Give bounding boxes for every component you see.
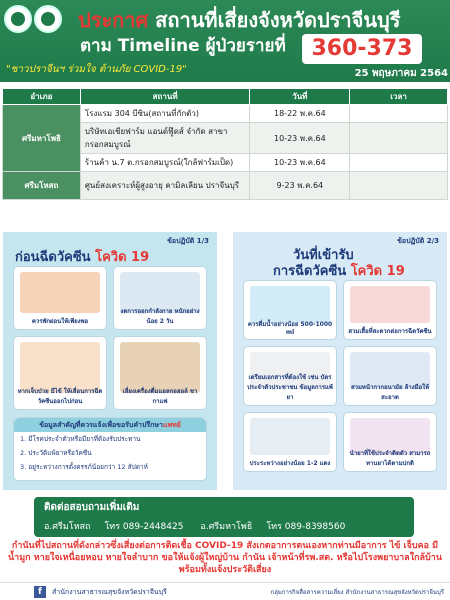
contact-label: อ.ศรีมหาโพธิ — [200, 522, 253, 532]
contact-phone: โทร 089-2448425 — [104, 522, 184, 532]
date-cell: 10-23 พ.ค.64 — [250, 123, 350, 154]
time-cell — [350, 172, 448, 200]
panel-title: ก่อนฉีดวัคซีน โควิด 19 — [15, 250, 150, 265]
tip-tile: ควรดื่มน้ำอย่างน้อย 500-1000 ml — [243, 280, 337, 340]
sleeping-person-icon — [20, 272, 100, 313]
header-banner — [0, 0, 450, 82]
list-item: 1. มีโรคประจำตัวหรือมียาที่ต้องรับประทาน — [20, 435, 141, 443]
contact-label: อ.ศรีมโหสถ — [44, 522, 91, 532]
date-cell: 18-22 พ.ค.64 — [250, 105, 350, 123]
tip-tile: นำยาที่ใช้ประจำติดตัว สามารถทานยาได้ตามปกติ — [343, 412, 437, 472]
tip-tile: เตรียมเอกสารที่ต้องใช้ เช่น บัตรประจำตัวประชาชน ข้อมูลการแพ้ยา — [243, 346, 337, 406]
table-row — [3, 105, 448, 123]
date-cell: 9-23 พ.ค.64 — [250, 172, 350, 200]
list-item: 2. ประวัติแพ้ยาหรือวัคซีน — [20, 449, 92, 457]
tip-tile: ควรพักผ่อนให้เพียงพอ — [13, 266, 107, 330]
date-cell: 10-23 พ.ค.64 — [250, 154, 350, 172]
tip-tile: หากเจ็บป่วย มีไข้ ให้เลื่อนการฉีดวัคซีนออกไปก่อน — [13, 336, 107, 410]
tip-tile: สวมเสื้อที่สะดวกต่อการฉีดวัคซีน — [343, 280, 437, 340]
table-header-row — [3, 89, 448, 105]
column-header: เวลา — [350, 89, 448, 105]
place-cell: บริษัทเอเชียฟาร์ม แอนด์ฟู๊ดส์ จำกัด สาขากรอกสมบูรณ์ — [80, 123, 250, 154]
district-cell: ศรีมหาโพธิ — [3, 105, 81, 172]
footer — [0, 582, 450, 600]
time-cell — [350, 105, 448, 123]
time-cell — [350, 123, 448, 154]
footer-org: สำนักงานสาธารณสุขจังหวัดปราจีนบุรี — [52, 588, 167, 596]
case-range-badge: 360-373 — [302, 34, 422, 64]
panel-title: วันที่เข้ารับ — [293, 248, 354, 263]
page-title: ประกาศ สถานที่เสี่ยงจังหวัดปราจีนบุรี — [78, 8, 401, 32]
footer-dept: กลุ่มการกิจสื่อสารความเสี่ยง สำนักงานสาธารณสุขจังหวัดปราจีนบุรี — [270, 589, 444, 596]
step-label: ข้อปฏิบัติ 2/3 — [397, 237, 439, 245]
tip-tile: เลี่ยงเครื่องดื่มแอลกอฮอล์ ชา กาแฟ — [113, 336, 207, 410]
contact-bar — [34, 497, 414, 537]
warning-text: กำนันที่ไปสถานที่ดังกล่าวซึ่งเสี่ยงต่อการติดเชื้อ COVID-19 สังเกตอาการตนเองหากท่านมีอาการ ไข้ เจ็บคอ มีน้ำมูก หายใจเหนื่อยหอบ หายใจลำบาก ขอให้แจ้งผู้ใหญ่บ้าน กำนัน เจ้าหน้าที่รพ.สต. หรือไปโรงพยาบาลใกล้บ้านพร้อมทั้งแจ้งประวัติเสี่ยง — [8, 541, 442, 575]
tip-tile: ประระหว่างอย่างน้อย 1-2 แดง — [243, 412, 337, 472]
place-cell: ร้านค้า น.7 ต.กรอกสมบูรณ์(ใกล้ฟาร์มเป็ด) — [80, 154, 250, 172]
ministry-health-logo-icon — [34, 5, 62, 33]
panel-title-2: การฉีดวัคซีน โควิด 19 — [273, 264, 405, 279]
time-cell — [350, 154, 448, 172]
doctor-info-box: ข้อมูลสำคัญที่ควรแจ้งเพื่อขอรับคำปรึกษาแพทย์ 1. มีโรคประจำตัวหรือมียาที่ต้องรับประทาน 2. ประวัติแพ้ยาหรือวัคซีน 3. อยู่ระหว่างการตั้งครรภ์น้อยกว่า 12 สัปดาห์ — [13, 417, 207, 481]
sleep-hours-icon — [250, 418, 330, 455]
column-header: อำเภอ — [3, 89, 81, 105]
contact-title: ติดต่อสอบถามเพิ่มเติม — [44, 502, 140, 513]
district-cell: ศรีมโหสถ — [3, 172, 81, 200]
contact-row — [44, 519, 359, 533]
step-label: ข้อปฏิบัติ 1/3 — [167, 237, 209, 245]
page-subtitle: ตาม Timeline ผู้ป่วยรายที่ — [80, 36, 286, 56]
vaccine-before-panel — [3, 222, 217, 490]
vaccine-day-panel — [233, 222, 447, 490]
risk-places-table — [2, 88, 448, 200]
announcement-date: 25 พฤษภาคม 2564 — [354, 68, 448, 79]
water-bottle-icon — [250, 286, 330, 323]
facebook-icon[interactable]: f — [34, 586, 46, 598]
list-item: 3. อยู่ระหว่างการตั้งครรภ์น้อยกว่า 12 สัปดาห์ — [20, 463, 148, 471]
shirt-icon — [350, 286, 430, 323]
provincial-seal-icon — [4, 5, 32, 33]
place-cell: ศูนย์สงเคราะห์ผู้สูงอายุ คามิลเลียน ปราจีนบุรี — [80, 172, 250, 200]
contact-section — [0, 494, 450, 540]
contact-phone: โทร 089-8398560 — [266, 522, 346, 532]
table-row — [3, 172, 448, 200]
tip-tile: งดการออกกำลังกาย หนักอย่างน้อย 2 วัน — [113, 266, 207, 330]
slogan: "ชาวปราจีนฯ ร่วมใจ ต้านภัย COVID-19" — [6, 64, 187, 75]
tip-tile: สวมหน้ากากอนามัย ล้างมือให้สะอาด — [343, 346, 437, 406]
column-header: สถานที่ — [80, 89, 250, 105]
place-cell: โรงแรม 304 บีซิน(สถานที่กักตัว) — [80, 105, 250, 123]
column-header: วันที่ — [250, 89, 350, 105]
